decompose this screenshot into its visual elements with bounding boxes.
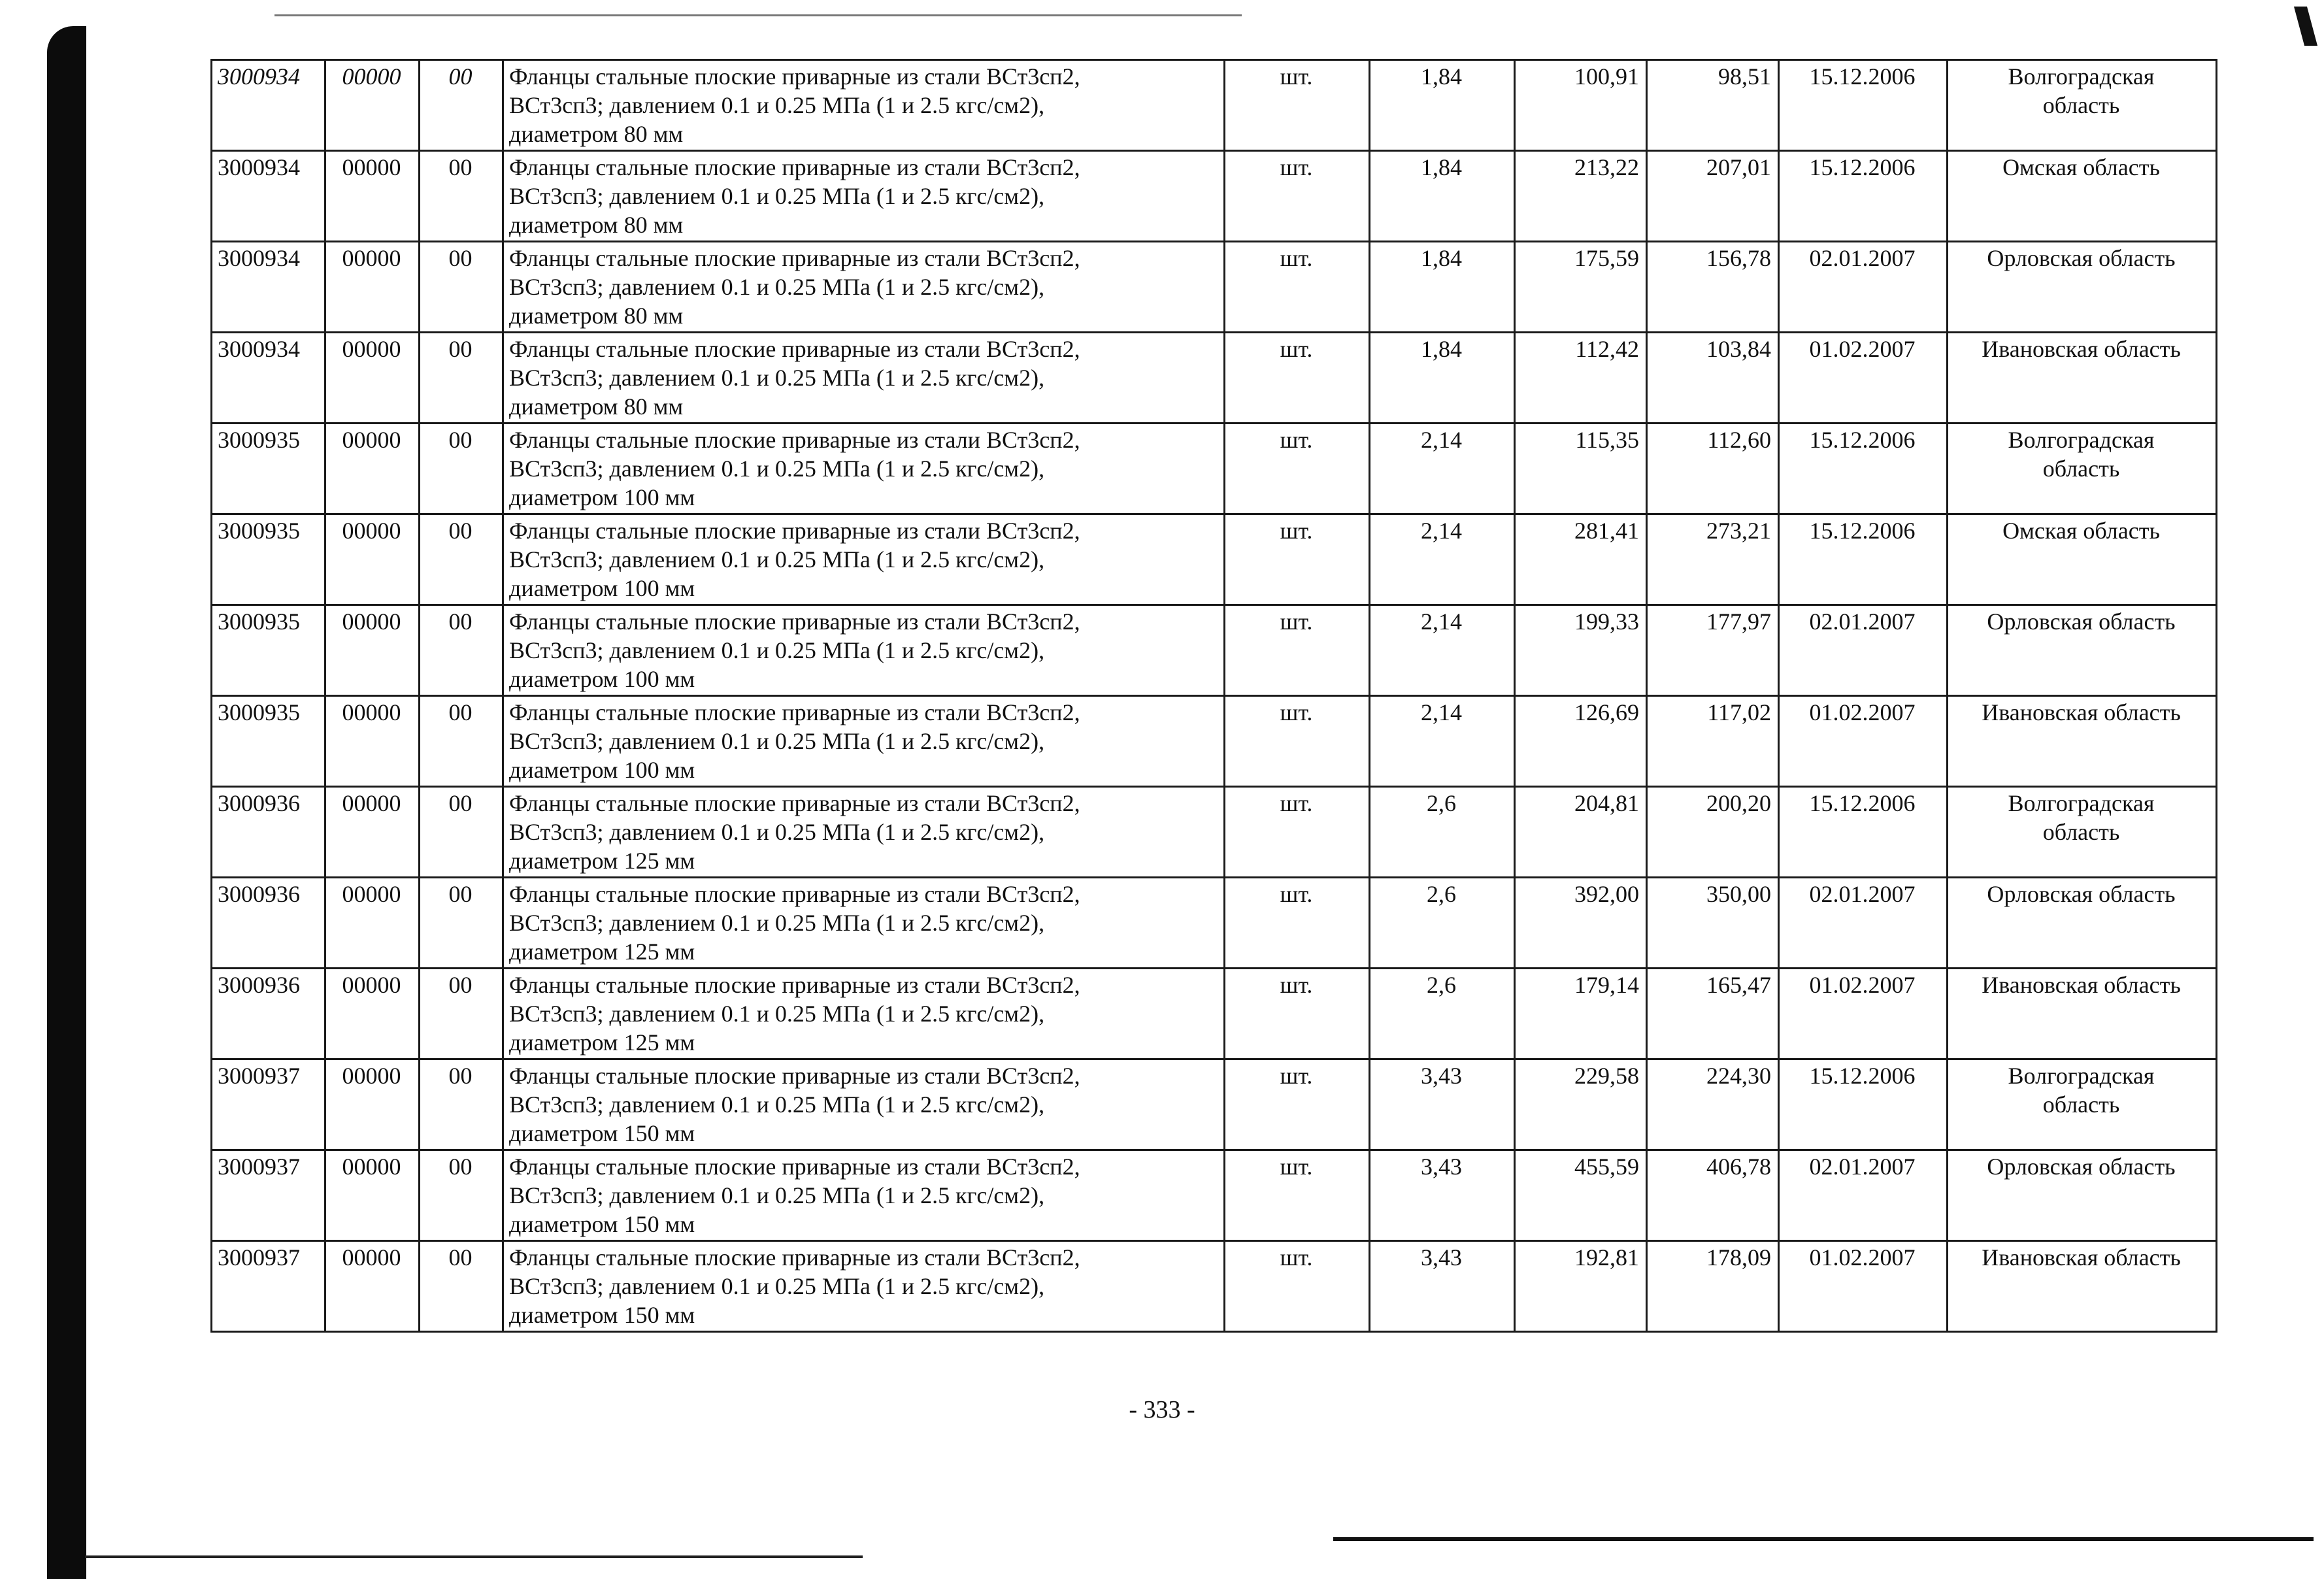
description-cell-line: Фланцы стальные плоские приварные из стали ВСт3сп2, (509, 63, 1080, 90)
version-cell: 00 (420, 514, 503, 605)
weight-cell: 1,84 (1370, 242, 1515, 333)
date-cell: 15.12.2006 (1779, 514, 1948, 605)
weight-cell: 1,84 (1370, 333, 1515, 424)
description-cell-line: диаметром 100 мм (509, 666, 695, 692)
region-cell-line: Волгоградская (2008, 63, 2155, 90)
description-cell (503, 1150, 1225, 1241)
region-cell-line: Ивановская область (1982, 336, 2181, 362)
description-cell-line: ВСт3сп3; давлением 0.1 и 0.25 МПа (1 и 2.5 кгс/см2), (509, 274, 1045, 300)
description-cell-line: ВСт3сп3; давлением 0.1 и 0.25 МПа (1 и 2.5 кгс/см2), (509, 456, 1045, 482)
table-row (212, 696, 2217, 787)
version-cell: 00 (420, 787, 503, 878)
code-cell: 3000934 (212, 151, 325, 242)
description-cell-line: Фланцы стальные плоские приварные из стали ВСт3сп2, (509, 518, 1080, 544)
subcode-cell: 00000 (325, 1059, 420, 1150)
price1-cell: 192,81 (1515, 1241, 1647, 1332)
weight-cell: 2,14 (1370, 696, 1515, 787)
price1-cell: 179,14 (1515, 969, 1647, 1059)
region-cell-line: область (2042, 1091, 2120, 1118)
region-cell (1948, 605, 2217, 696)
unit-cell: шт. (1225, 696, 1370, 787)
table-row (212, 1059, 2217, 1150)
price1-cell: 392,00 (1515, 878, 1647, 969)
price1-cell: 115,35 (1515, 424, 1647, 514)
code-cell: 3000934 (212, 242, 325, 333)
description-cell-line: Фланцы стальные плоские приварные из стали ВСт3сп2, (509, 1063, 1080, 1089)
price1-cell: 175,59 (1515, 242, 1647, 333)
page-number: - 333 - (1129, 1396, 1195, 1423)
description-cell (503, 151, 1225, 242)
description-cell (503, 696, 1225, 787)
unit-cell: шт. (1225, 514, 1370, 605)
price1-cell: 112,42 (1515, 333, 1647, 424)
price2-cell: 224,30 (1647, 1059, 1779, 1150)
table-row (212, 969, 2217, 1059)
description-cell (503, 242, 1225, 333)
code-cell: 3000935 (212, 696, 325, 787)
region-cell (1948, 514, 2217, 605)
date-cell: 15.12.2006 (1779, 60, 1948, 151)
code-cell: 3000934 (212, 333, 325, 424)
subcode-cell: 00000 (325, 787, 420, 878)
weight-cell: 3,43 (1370, 1150, 1515, 1241)
weight-cell: 2,14 (1370, 605, 1515, 696)
code-cell: 3000937 (212, 1241, 325, 1332)
unit-cell: шт. (1225, 242, 1370, 333)
price1-cell: 204,81 (1515, 787, 1647, 878)
price1-cell: 229,58 (1515, 1059, 1647, 1150)
weight-cell: 2,6 (1370, 969, 1515, 1059)
price2-cell: 178,09 (1647, 1241, 1779, 1332)
description-cell-line: ВСт3сп3; давлением 0.1 и 0.25 МПа (1 и 2.5 кгс/см2), (509, 728, 1045, 754)
price1-cell: 213,22 (1515, 151, 1647, 242)
price2-cell: 350,00 (1647, 878, 1779, 969)
price2-cell: 165,47 (1647, 969, 1779, 1059)
description-cell (503, 605, 1225, 696)
description-cell-line: Фланцы стальные плоские приварные из стали ВСт3сп2, (509, 881, 1080, 907)
description-cell-line: Фланцы стальные плоские приварные из стали ВСт3сп2, (509, 1154, 1080, 1180)
description-cell-line: Фланцы стальные плоские приварные из стали ВСт3сп2, (509, 790, 1080, 816)
date-cell: 01.02.2007 (1779, 696, 1948, 787)
date-cell: 02.01.2007 (1779, 605, 1948, 696)
description-cell-line: ВСт3сп3; давлением 0.1 и 0.25 МПа (1 и 2.5 кгс/см2), (509, 183, 1045, 209)
description-cell (503, 1241, 1225, 1332)
price2-cell: 103,84 (1647, 333, 1779, 424)
region-cell (1948, 151, 2217, 242)
region-cell-line: область (2042, 456, 2120, 482)
description-cell (503, 424, 1225, 514)
region-cell-line: Волгоградская (2008, 427, 2155, 453)
date-cell: 01.02.2007 (1779, 1241, 1948, 1332)
description-cell-line: ВСт3сп3; давлением 0.1 и 0.25 МПа (1 и 2.5 кгс/см2), (509, 819, 1045, 845)
weight-cell: 2,14 (1370, 424, 1515, 514)
price2-cell: 177,97 (1647, 605, 1779, 696)
region-cell-line: Волгоградская (2008, 790, 2155, 816)
weight-cell: 2,6 (1370, 878, 1515, 969)
description-cell-line: Фланцы стальные плоские приварные из стали ВСт3сп2, (509, 427, 1080, 453)
description-cell (503, 878, 1225, 969)
description-cell-line: Фланцы стальные плоские приварные из стали ВСт3сп2, (509, 699, 1080, 725)
price2-cell: 273,21 (1647, 514, 1779, 605)
description-cell-line: диаметром 100 мм (509, 757, 695, 783)
table-row (212, 787, 2217, 878)
code-cell: 3000937 (212, 1150, 325, 1241)
unit-cell: шт. (1225, 878, 1370, 969)
unit-cell: шт. (1225, 151, 1370, 242)
table-row (212, 333, 2217, 424)
description-cell-line: ВСт3сп3; давлением 0.1 и 0.25 МПа (1 и 2.5 кгс/см2), (509, 910, 1045, 936)
region-cell-line: Ивановская область (1982, 699, 2181, 725)
bottom-rule-right (1333, 1537, 2314, 1541)
table-row (212, 242, 2217, 333)
date-cell: 15.12.2006 (1779, 424, 1948, 514)
weight-cell: 2,14 (1370, 514, 1515, 605)
description-cell-line: Фланцы стальные плоские приварные из стали ВСт3сп2, (509, 336, 1080, 362)
region-cell-line: Ивановская область (1982, 1244, 2181, 1271)
description-cell-line: диаметром 80 мм (509, 303, 684, 329)
region-cell-line: Орловская область (1987, 245, 2176, 271)
description-cell-line: диаметром 125 мм (509, 1029, 695, 1055)
subcode-cell: 00000 (325, 1241, 420, 1332)
description-cell-line: ВСт3сп3; давлением 0.1 и 0.25 МПа (1 и 2.5 кгс/см2), (509, 637, 1045, 663)
region-cell (1948, 1059, 2217, 1150)
region-cell-line: Орловская область (1987, 881, 2176, 907)
region-cell (1948, 424, 2217, 514)
subcode-cell: 00000 (325, 605, 420, 696)
description-cell-line: диаметром 100 мм (509, 575, 695, 601)
description-cell-line: Фланцы стальные плоские приварные из стали ВСт3сп2, (509, 1244, 1080, 1271)
description-cell-line: диаметром 125 мм (509, 848, 695, 874)
top-rule (274, 14, 1242, 16)
price2-cell: 207,01 (1647, 151, 1779, 242)
date-cell: 15.12.2006 (1779, 787, 1948, 878)
description-cell (503, 60, 1225, 151)
unit-cell: шт. (1225, 787, 1370, 878)
version-cell: 00 (420, 878, 503, 969)
price2-cell: 98,51 (1647, 60, 1779, 151)
table-body (212, 60, 2217, 1332)
description-cell-line: ВСт3сп3; давлением 0.1 и 0.25 МПа (1 и 2.5 кгс/см2), (509, 1273, 1045, 1299)
table-row (212, 514, 2217, 605)
description-cell-line: ВСт3сп3; давлением 0.1 и 0.25 МПа (1 и 2.5 кгс/см2), (509, 92, 1045, 118)
description-cell-line: диаметром 80 мм (509, 121, 684, 147)
description-cell (503, 969, 1225, 1059)
version-cell: 00 (420, 969, 503, 1059)
weight-cell: 3,43 (1370, 1241, 1515, 1332)
unit-cell: шт. (1225, 1241, 1370, 1332)
price-table (210, 59, 2217, 1333)
version-cell: 00 (420, 424, 503, 514)
region-cell-line: Орловская область (1987, 1154, 2176, 1180)
table-row (212, 60, 2217, 151)
table-row (212, 424, 2217, 514)
date-cell: 15.12.2006 (1779, 151, 1948, 242)
subcode-cell: 00000 (325, 1150, 420, 1241)
description-cell-line: Фланцы стальные плоские приварные из стали ВСт3сп2, (509, 245, 1080, 271)
price1-cell: 126,69 (1515, 696, 1647, 787)
region-cell-line: Ивановская область (1982, 972, 2181, 998)
code-cell: 3000936 (212, 787, 325, 878)
version-cell: 00 (420, 605, 503, 696)
description-cell-line: ВСт3сп3; давлением 0.1 и 0.25 МПа (1 и 2.5 кгс/см2), (509, 1001, 1045, 1027)
region-cell (1948, 60, 2217, 151)
date-cell: 15.12.2006 (1779, 1059, 1948, 1150)
price2-cell: 112,60 (1647, 424, 1779, 514)
subcode-cell: 00000 (325, 60, 420, 151)
description-cell (503, 514, 1225, 605)
corner-mark (2294, 7, 2317, 46)
table-row (212, 1241, 2217, 1332)
scan-edge-shadow (47, 26, 86, 1579)
subcode-cell: 00000 (325, 151, 420, 242)
code-cell: 3000935 (212, 514, 325, 605)
date-cell: 02.01.2007 (1779, 1150, 1948, 1241)
description-cell-line: ВСт3сп3; давлением 0.1 и 0.25 МПа (1 и 2.5 кгс/см2), (509, 365, 1045, 391)
description-cell-line: диаметром 80 мм (509, 212, 684, 238)
region-cell (1948, 787, 2217, 878)
region-cell (1948, 696, 2217, 787)
price1-cell: 199,33 (1515, 605, 1647, 696)
subcode-cell: 00000 (325, 424, 420, 514)
description-cell-line: диаметром 150 мм (509, 1211, 695, 1237)
region-cell-line: Омская область (2002, 154, 2160, 180)
subcode-cell: 00000 (325, 333, 420, 424)
code-cell: 3000936 (212, 969, 325, 1059)
table-row (212, 878, 2217, 969)
price2-cell: 156,78 (1647, 242, 1779, 333)
version-cell: 00 (420, 242, 503, 333)
region-cell-line: Волгоградская (2008, 1063, 2155, 1089)
code-cell: 3000937 (212, 1059, 325, 1150)
table-row (212, 1150, 2217, 1241)
description-cell-line: диаметром 100 мм (509, 484, 695, 510)
version-cell: 00 (420, 333, 503, 424)
subcode-cell: 00000 (325, 242, 420, 333)
unit-cell: шт. (1225, 1150, 1370, 1241)
unit-cell: шт. (1225, 605, 1370, 696)
subcode-cell: 00000 (325, 514, 420, 605)
description-cell (503, 787, 1225, 878)
price2-cell: 200,20 (1647, 787, 1779, 878)
price1-cell: 100,91 (1515, 60, 1647, 151)
description-cell-line: Фланцы стальные плоские приварные из стали ВСт3сп2, (509, 154, 1080, 180)
region-cell (1948, 242, 2217, 333)
code-cell: 3000936 (212, 878, 325, 969)
weight-cell: 3,43 (1370, 1059, 1515, 1150)
weight-cell: 1,84 (1370, 60, 1515, 151)
unit-cell: шт. (1225, 1059, 1370, 1150)
description-cell-line: ВСт3сп3; давлением 0.1 и 0.25 МПа (1 и 2.5 кгс/см2), (509, 1091, 1045, 1118)
region-cell-line: Омская область (2002, 518, 2160, 544)
bottom-rule-left (85, 1555, 863, 1558)
price1-cell: 281,41 (1515, 514, 1647, 605)
region-cell (1948, 1241, 2217, 1332)
subcode-cell: 00000 (325, 696, 420, 787)
description-cell-line: ВСт3сп3; давлением 0.1 и 0.25 МПа (1 и 2.5 кгс/см2), (509, 1182, 1045, 1208)
version-cell: 00 (420, 151, 503, 242)
subcode-cell: 00000 (325, 878, 420, 969)
region-cell-line: область (2042, 92, 2120, 118)
table-row (212, 151, 2217, 242)
region-cell (1948, 333, 2217, 424)
weight-cell: 2,6 (1370, 787, 1515, 878)
unit-cell: шт. (1225, 424, 1370, 514)
description-cell-line: диаметром 150 мм (509, 1120, 695, 1146)
table-row (212, 605, 2217, 696)
version-cell: 00 (420, 696, 503, 787)
description-cell-line: Фланцы стальные плоские приварные из стали ВСт3сп2, (509, 972, 1080, 998)
region-cell (1948, 969, 2217, 1059)
description-cell (503, 333, 1225, 424)
region-cell (1948, 878, 2217, 969)
unit-cell: шт. (1225, 333, 1370, 424)
price1-cell: 455,59 (1515, 1150, 1647, 1241)
description-cell-line: диаметром 150 мм (509, 1302, 695, 1328)
description-cell-line: ВСт3сп3; давлением 0.1 и 0.25 МПа (1 и 2.5 кгс/см2), (509, 546, 1045, 573)
price2-cell: 117,02 (1647, 696, 1779, 787)
code-cell: 3000935 (212, 424, 325, 514)
unit-cell: шт. (1225, 969, 1370, 1059)
code-cell: 3000934 (212, 60, 325, 151)
weight-cell: 1,84 (1370, 151, 1515, 242)
code-cell: 3000935 (212, 605, 325, 696)
version-cell: 00 (420, 1241, 503, 1332)
date-cell: 01.02.2007 (1779, 969, 1948, 1059)
description-cell (503, 1059, 1225, 1150)
description-cell-line: диаметром 80 мм (509, 393, 684, 420)
region-cell (1948, 1150, 2217, 1241)
version-cell: 00 (420, 1059, 503, 1150)
version-cell: 00 (420, 1150, 503, 1241)
region-cell-line: Орловская область (1987, 608, 2176, 635)
date-cell: 02.01.2007 (1779, 878, 1948, 969)
subcode-cell: 00000 (325, 969, 420, 1059)
unit-cell: шт. (1225, 60, 1370, 151)
version-cell: 00 (420, 60, 503, 151)
region-cell-line: область (2042, 819, 2120, 845)
date-cell: 01.02.2007 (1779, 333, 1948, 424)
price2-cell: 406,78 (1647, 1150, 1779, 1241)
date-cell: 02.01.2007 (1779, 242, 1948, 333)
description-cell-line: диаметром 125 мм (509, 939, 695, 965)
description-cell-line: Фланцы стальные плоские приварные из стали ВСт3сп2, (509, 608, 1080, 635)
